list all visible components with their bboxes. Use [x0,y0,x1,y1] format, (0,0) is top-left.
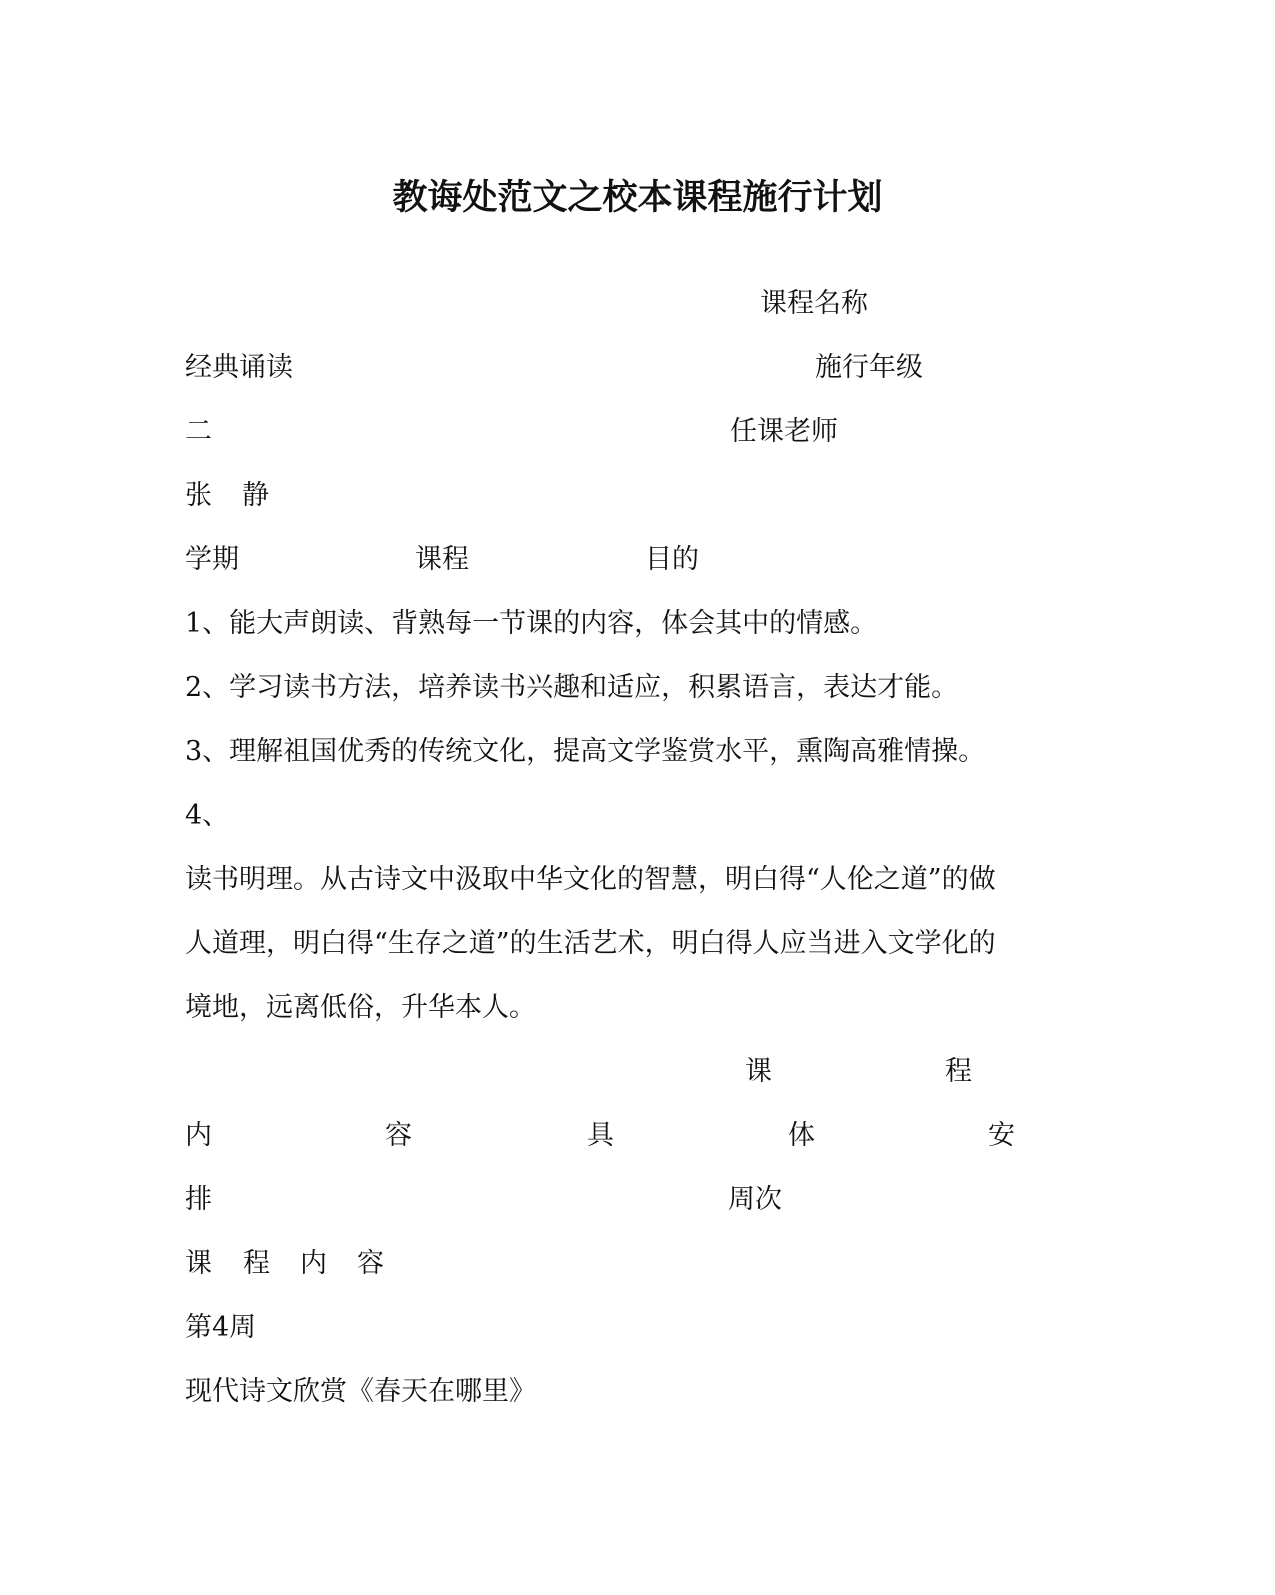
grade-label: 施行年级 [815,352,923,383]
arrangement-heading-char: 内 [185,1120,212,1151]
grade-value: 二 [185,416,212,447]
arrangement-heading-char: 容 [385,1120,412,1151]
page-title: 教诲处范文之校本课程施行计划 [392,177,883,218]
week-label: 周次 [728,1184,782,1215]
content-label-char: 课 [185,1248,212,1279]
teacher-value-char-1: 张 [185,480,212,511]
arrangement-heading-char: 程 [945,1056,972,1087]
teacher-label: 任课老师 [730,416,838,447]
objective-item-3: 3、理解祖国优秀的传统文化，提高文学鉴赏水平，熏陶高雅情操。 [185,736,986,767]
arrangement-heading-char: 课 [745,1056,772,1087]
objective-item-4-number: 4、 [185,800,230,831]
teacher-value-char-2: 静 [242,480,269,511]
objective-item-2: 2、学习读书方法，培养读书兴趣和适应，积累语言，表达才能。 [185,672,959,703]
content-label-char: 程 [243,1248,270,1279]
objective-item-1: 1、能大声朗读、背熟每一节课的内容，体会其中的情感。 [185,608,878,639]
week-value: 第4周 [185,1312,257,1343]
objectives-label-course: 课程 [415,544,469,575]
objectives-label-semester: 学期 [185,544,239,575]
content-value: 现代诗文欣赏《春天在哪里》 [185,1376,536,1407]
arrangement-heading-char: 安 [988,1120,1015,1151]
arrangement-heading-char: 具 [587,1120,614,1151]
objectives-label-goal: 目的 [645,544,699,575]
course-name-value: 经典诵读 [185,352,293,383]
objective-item-4-line-1: 读书明理。从古诗文中汲取中华文化的智慧，明白得“人伦之道”的做 [185,864,996,895]
content-label-char: 内 [300,1248,327,1279]
course-name-label: 课程名称 [760,288,868,319]
objective-item-4-line-3: 境地，远离低俗，升华本人。 [185,992,536,1023]
arrangement-heading-char: 体 [788,1120,815,1151]
arrangement-heading-char: 排 [185,1184,212,1215]
content-label-char: 容 [357,1248,384,1279]
objective-item-4-line-2: 人道理，明白得“生存之道”的生活艺术，明白得人应当进入文学化的 [185,928,996,959]
